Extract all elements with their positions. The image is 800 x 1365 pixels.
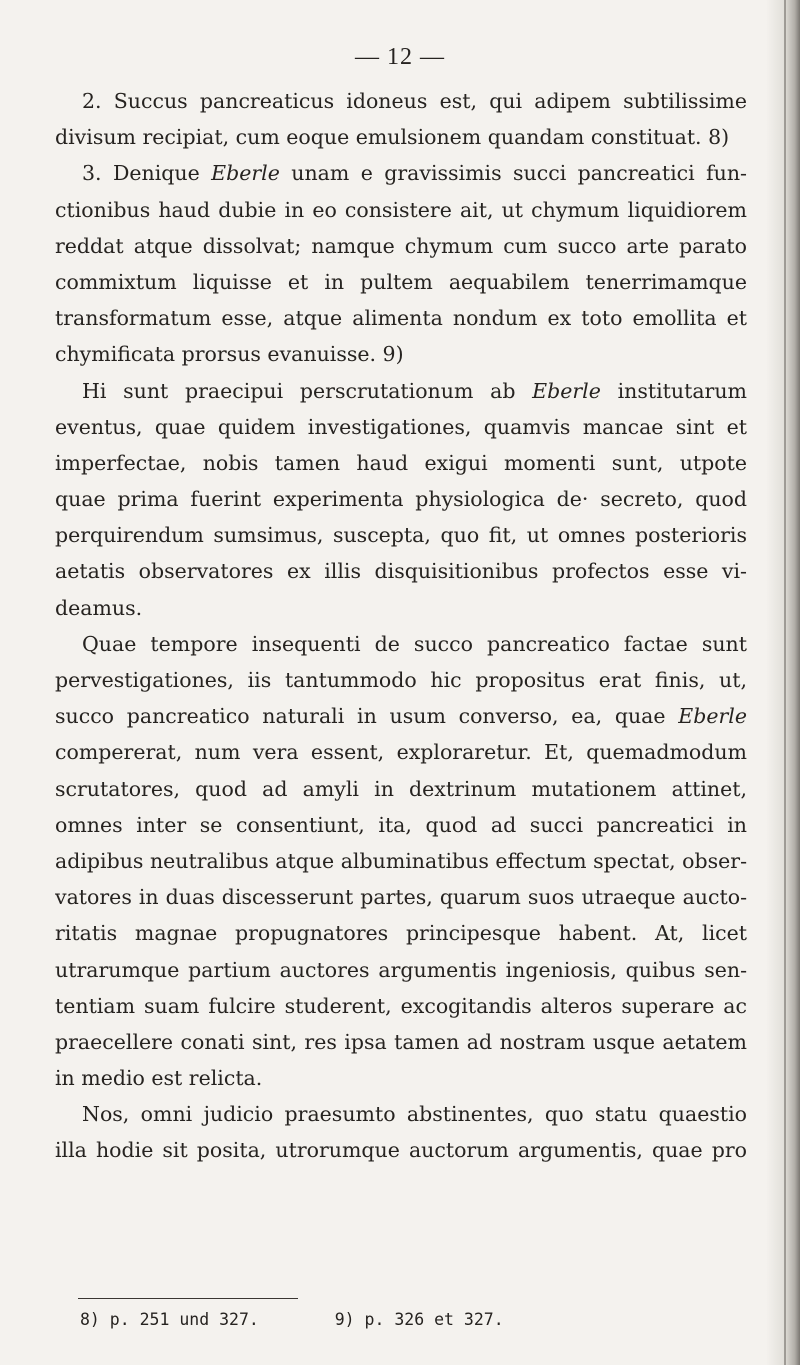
footnotes — [80, 1310, 680, 1329]
text-line: tentiam suam fulcire studerent, excogitandis alteros superare ac — [55, 993, 747, 1018]
footnote-9: 9) p. 326 et 327. — [334, 1310, 504, 1329]
page-edge-line — [784, 0, 786, 1365]
text-line: quae prima fuerint experimenta physiologica de· secreto, quod — [55, 487, 747, 512]
page-number: — 12 — — [355, 44, 445, 70]
text-line: praecellere conati sint, res ipsa tamen ad nostram usque aetatem — [55, 1029, 747, 1054]
text-line: reddat atque dissolvat; namque chymum cum succo arte parato — [55, 233, 747, 258]
page-edge-shadow — [766, 0, 800, 1365]
text-line: vatores in duas discesserunt partes, quarum suos utraeque aucto- — [55, 885, 747, 910]
text-line: Quae tempore insequenti de succo pancreatico factae sunt — [82, 631, 747, 656]
text-line: adipibus neutralibus atque albuminatibus effectum spectat, obser- — [55, 848, 747, 873]
text-line: imperfectae, nobis tamen haud exigui momenti sunt, utpote — [55, 450, 747, 475]
text-line: omnes inter se consentiunt, ita, quod ad succi pancreatici in — [55, 812, 747, 837]
text-line: pervestigationes, iis tantummodo hic propositus erat finis, ut, — [55, 668, 747, 692]
text-line: in medio est relicta. — [55, 1066, 263, 1091]
text-line: Nos, omni judicio praesumto abstinentes, quo statu quaestio — [82, 1102, 747, 1127]
author-name: Eberle — [532, 378, 601, 403]
text-line: scrutatores, quod ad amyli in dextrinum mutationem attinet, — [55, 776, 747, 801]
text-line: perquirendum sumsimus, suscepta, quo fit, ut omnes posterioris — [55, 523, 747, 548]
text-line: eventus, quae quidem investigationes, quamvis mancae sint et — [55, 414, 747, 439]
text-line: aetatis observatores ex illis disquisitionibus profectos esse vi- — [55, 559, 747, 584]
text-line: compererat, num vera essent, exploraretur. Et, quemadmodum — [55, 740, 747, 765]
text-line: divisum recipiat, cum eoque emulsionem quandam constituat. 8) — [55, 125, 730, 150]
text-line: ritatis magnae propugnatores principesque habent. At, licet — [55, 921, 747, 946]
text-line: 3. Denique Eberle unam e gravissimis succi pancreatici fun- — [82, 161, 747, 186]
text-line: succo pancreatico naturali in usum converso, ea, quae Eberle — [55, 704, 747, 729]
text-line: deamus. — [55, 595, 143, 620]
text-line: utrarumque partium auctores argumentis ingeniosis, quibus sen- — [55, 957, 747, 982]
text-line: chymificata prorsus evanuisse. 9) — [55, 342, 404, 367]
text-line: illa hodie sit posita, utrorumque auctorum argumentis, quae pro — [55, 1138, 747, 1163]
text-line: transformatum esse, atque alimenta nondum ex toto emollita et — [55, 306, 747, 331]
text-line: 2. Succus pancreaticus idoneus est, qui adipem subtilissime — [82, 89, 747, 113]
footnote-rule — [78, 1298, 298, 1299]
footnote-8: 8) p. 251 und 327. — [80, 1310, 259, 1329]
body-text — [55, 83, 747, 1169]
text-line: Hi sunt praecipui perscrutationum ab Eberle institutarum — [82, 378, 747, 403]
author-name: Eberle — [211, 161, 280, 186]
text-line: commixtum liquisse et in pultem aequabilem tenerrimamque — [55, 269, 747, 294]
author-name: Eberle — [678, 704, 747, 729]
text-line: ctionibus haud dubie in eo consistere ait, ut chymum liquidiorem — [55, 197, 747, 222]
